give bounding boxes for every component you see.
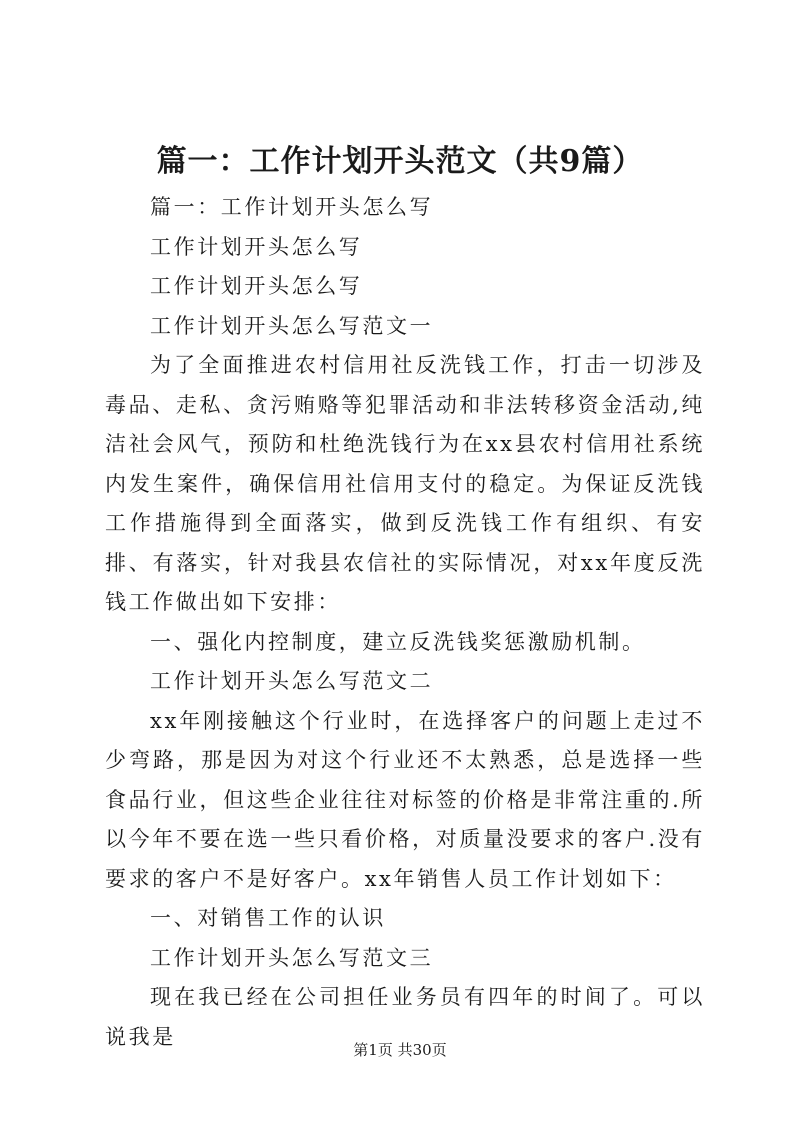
paragraph: 篇一：工作计划开头怎么写 <box>150 195 434 219</box>
paragraph: 一、对销售工作的认识 <box>150 906 386 930</box>
page-footer: 第1页 共30页 <box>353 1041 447 1059</box>
document-title: 篇一：工作计划开头范文（共9篇） <box>156 144 644 179</box>
paragraph: 工作计划开头怎么写范文三 <box>150 945 434 970</box>
paragraph: 工作计划开头怎么写范文一 <box>150 313 434 338</box>
paragraph: xx年刚接触这个行业时，在选择客户的问题上走过不少弯路，那是因为对这个行业还不太熟悉，总是选择一些食品行业，但这些企业往往对标签的价格是非常注重的.所以今年不要在选一些只看价格，对质量没要求的客户.没有要求的客户不是好客户。xx年销售人员工作计划如下： <box>105 708 705 891</box>
paragraph: 工作计划开头怎么写范文二 <box>150 669 434 693</box>
paragraph: 工作计划开头怎么写 <box>150 274 363 298</box>
paragraph: 为了全面推进农村信用社反洗钱工作，打击一切涉及毒品、走私、贪污贿赂等犯罪活动和非法转移资金活动,纯洁社会风气，预防和杜绝洗钱行为在xx县农村信用社系统内发生案件，确保信用社信用支付的稳定。为保证反洗钱工作措施得到全面落实，做到反洗钱工作有组织、有安排、有落实，针对我县农信社的实际情况，对xx年度反洗钱工作做出如下安排： <box>105 353 705 614</box>
paragraph: 现在我已经在公司担任业务员有四年的时间了。可以说我是 <box>105 985 705 1049</box>
document-body <box>105 188 705 1057</box>
paragraph: 一、强化内控制度，建立反洗钱奖惩激励机制。 <box>150 629 646 654</box>
paragraph: 工作计划开头怎么写 <box>150 234 363 259</box>
